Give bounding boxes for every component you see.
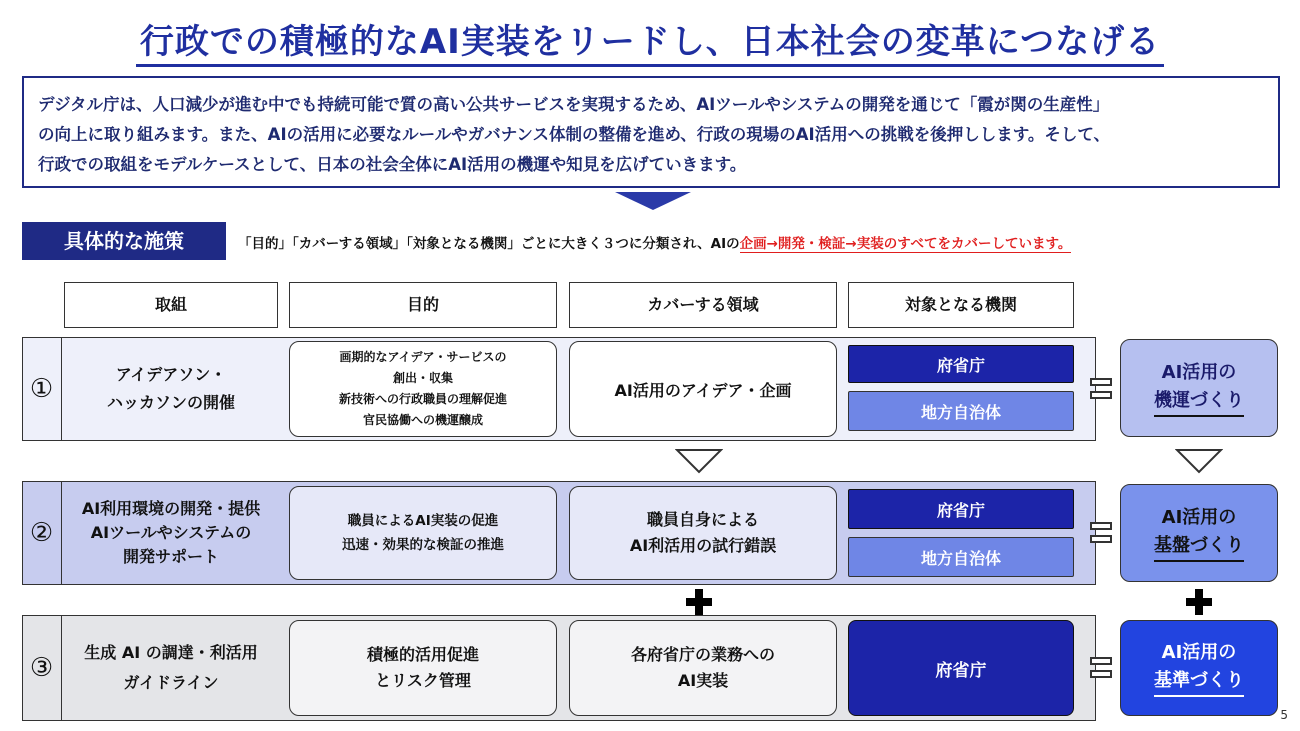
plus-icon <box>1186 589 1212 615</box>
row-3-kikan-ministries: 府省庁 <box>848 620 1074 716</box>
row-1-mokuteki-line-2: 創出・収集 <box>392 371 453 385</box>
row-2-result-line-2: 基盤づくり <box>1154 532 1244 562</box>
row-3-ryoiki <box>569 620 837 716</box>
row-1-equals-icon <box>1090 378 1112 400</box>
row-3-torikumi-line-2: ガイドライン <box>123 673 219 692</box>
row-1-result-line-2: 機運づくり <box>1154 387 1244 417</box>
down-triangle-icon <box>675 448 723 474</box>
row-1-mokuteki-line-1: 画期的なアイデア・サービスの <box>339 350 507 364</box>
row-2-torikumi-line-1: AI利用環境の開発・提供 <box>81 499 261 518</box>
row-2-mokuteki <box>289 486 557 580</box>
row-3-mokuteki <box>289 620 557 716</box>
row-1-ryoiki-line-1: AI活用のアイデア・企画 <box>614 380 792 400</box>
row-2-kikan-ministries: 府省庁 <box>848 489 1074 529</box>
intro-line-1: デジタル庁は、人口減少が進む中でも持続可能で質の高い公共サービスを実現するため、AIツールやシステムの開発を通じて「霞が関の生産性」 <box>38 95 1110 114</box>
header-torikumi: 取組 <box>64 282 278 328</box>
intro-line-3: 行政での取組をモデルケースとして、日本の社会全体にAI活用の機運や知見を広げていきます。 <box>38 155 747 174</box>
section-description <box>238 232 1071 252</box>
page-number: 5 <box>1280 708 1288 722</box>
row-1-mokuteki <box>289 341 557 437</box>
row-3-mokuteki-line-1: 積極的活用促進 <box>366 645 479 664</box>
row-2-torikumi-line-3: 開発サポート <box>122 547 219 566</box>
header-kikan: 対象となる機関 <box>848 282 1074 328</box>
row-2-torikumi <box>64 481 278 585</box>
row-3-ryoiki-line-1: 各府省庁の業務への <box>630 645 775 664</box>
row-1-kikan-local: 地方自治体 <box>848 391 1074 431</box>
row-2-mokuteki-line-2: 迅速・効果的な検証の推進 <box>342 537 504 553</box>
row-3-mokuteki-line-2: とリスク管理 <box>375 671 471 690</box>
header-mokuteki: 目的 <box>289 282 557 328</box>
row-1-result <box>1120 339 1278 437</box>
row-3-result-line-2: 基準づくり <box>1154 667 1244 697</box>
row-2-result-line-1: AI活用の <box>1161 507 1237 528</box>
page-title: 行政での積極的なAI実装をリードし、日本社会の変革につなげる <box>0 14 1300 63</box>
header-ryoiki: カバーする領域 <box>569 282 837 328</box>
row-1-torikumi-line-1: アイデアソン・ <box>115 365 227 384</box>
row-3-equals-icon <box>1090 657 1112 679</box>
row-1-torikumi-line-2: ハッカソンの開催 <box>106 393 235 412</box>
down-triangle-icon <box>1175 448 1223 474</box>
row-3-result-line-1: AI活用の <box>1161 642 1237 663</box>
row-1-kikan-ministries: 府省庁 <box>848 345 1074 383</box>
section-desc-plain: 「目的」「カバーする領域」「対象となる機関」ごとに大きく３つに分類され、AIの <box>238 236 740 252</box>
row-1-number: ① <box>22 337 62 441</box>
row-2-torikumi-line-2: AIツールやシステムの <box>90 523 252 542</box>
intro-box <box>22 76 1280 188</box>
row-3-torikumi-line-1: 生成 AI の調達・利活用 <box>84 643 258 662</box>
section-desc-highlight: 企画→開発・検証→実装のすべてをカバーしています。 <box>739 236 1072 252</box>
row-2-mokuteki-line-1: 職員によるAI実装の促進 <box>347 513 499 529</box>
row-3-ryoiki-line-2: AI実装 <box>677 671 729 690</box>
row-2-number: ② <box>22 481 62 585</box>
row-3-number: ③ <box>22 615 62 721</box>
down-arrow <box>615 192 691 210</box>
row-1-torikumi <box>64 337 278 441</box>
row-1-mokuteki-line-3: 新技術への行政職員の理解促進 <box>338 392 507 406</box>
plus-icon <box>686 589 712 615</box>
row-2-kikan-local: 地方自治体 <box>848 537 1074 577</box>
row-2-ryoiki <box>569 486 837 580</box>
row-2-ryoiki-line-2: AI利活用の試行錯誤 <box>629 536 777 555</box>
row-2-equals-icon <box>1090 522 1112 544</box>
row-3-torikumi <box>64 615 278 721</box>
section-label: 具体的な施策 <box>22 222 226 260</box>
intro-line-2: の向上に取り組みます。また、AIの活用に必要なルールやガバナンス体制の整備を進め、行政の現場のAI活用への挑戦を後押しします。そして、 <box>38 125 1111 144</box>
row-2-result <box>1120 484 1278 582</box>
row-2-ryoiki-line-1: 職員自身による <box>646 510 759 529</box>
row-1-mokuteki-line-4: 官民協働への機運醸成 <box>362 413 483 427</box>
row-1-result-line-1: AI活用の <box>1161 362 1237 383</box>
row-1-ryoiki <box>569 341 837 437</box>
row-3-result <box>1120 620 1278 716</box>
